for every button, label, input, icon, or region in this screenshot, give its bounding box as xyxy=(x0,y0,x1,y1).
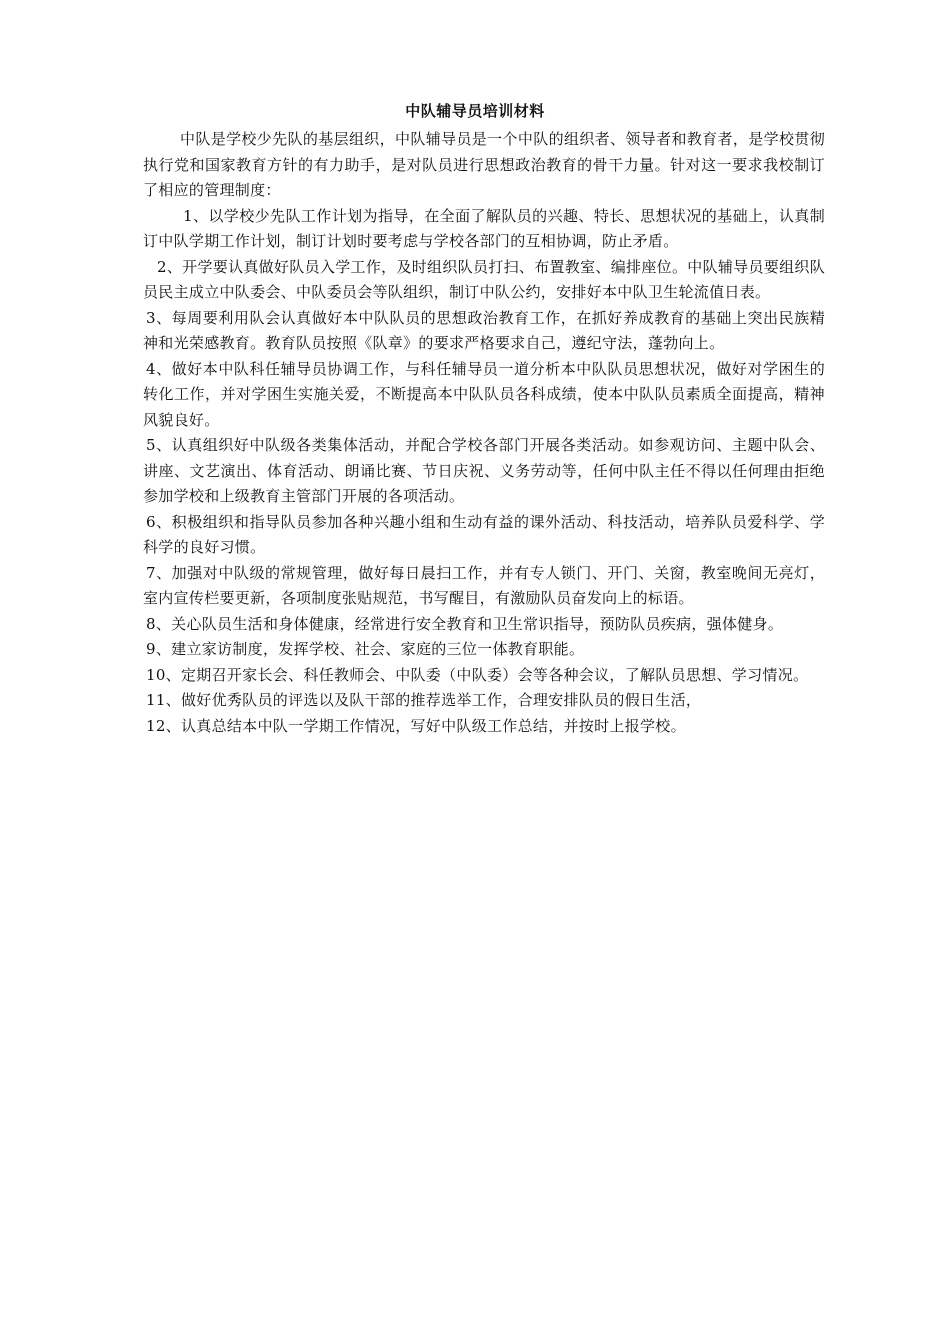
rule-item-12: 12、认真总结本中队一学期工作情况，写好中队级工作总结，并按时上报学校。 xyxy=(146,716,686,735)
rule-item-10: 10、定期召开家长会、科任教师会、中队委（中队委）会等各种会议，了解队员思想、学习情况。 xyxy=(146,665,809,684)
rule-item-1: 1、以学校少先队工作计划为指导，在全面了解队员的兴趣、特长、思想状况的基础上，认真制订中队学期工作计划，制订计划时要考虑与学校各部门的互相协调，防止矛盾。 xyxy=(143,206,825,250)
rule-item-7: 7、加强对中队级的常规管理，做好每日晨扫工作，并有专人锁门、开门、关窗，教室晚间无亮灯，室内宣传栏要更新，各项制度张贴规范，书写醒目，有激励队员奋发向上的标语。 xyxy=(143,563,825,607)
rule-item-6: 6、积极组织和指导队员参加各种兴趣小组和生动有益的课外活动、科技活动，培养队员爱科学、学科学的良好习惯。 xyxy=(143,512,825,556)
rule-item-2: 2、开学要认真做好队员入学工作，及时组织队员打扫、布置教室、编排座位。中队辅导员要组织队员民主成立中队委会、中队委员会等队组织，制订中队公约，安排好本中队卫生轮流值日表。 xyxy=(143,257,825,301)
rule-item-8: 8、关心队员生活和身体健康，经常进行安全教育和卫生常识指导，预防队员疾病，强体健身。 xyxy=(146,614,784,633)
rule-item-11: 11、做好优秀队员的评选以及队干部的推荐选举工作，合理安排队员的假日生活， xyxy=(146,691,702,709)
intro-paragraph: 中队是学校少先队的基层组织，中队辅导员是一个中队的组织者、领导者和教育者，是学校贯彻执行党和国家教育方针的有力助手，是对队员进行思想政治教育的骨干力量。针对这一要求我校制订了相应的管理制度： xyxy=(143,130,825,199)
rule-item-5: 5、认真组织好中队级各类集体活动，并配合学校各部门开展各类活动。如参观访问、主题中队会、讲座、文艺演出、体育活动、朗诵比赛、节日庆祝、义务劳动等，任何中队主任不得以任何理由拒绝参加学校和上级教育主管部门开展的各项活动。 xyxy=(143,436,825,505)
rule-item-9: 9、建立家访制度，发挥学校、社会、家庭的三位一体教育职能。 xyxy=(146,640,585,658)
document-body xyxy=(143,127,825,739)
document-title: 中队辅导员培训材料 xyxy=(405,102,545,120)
rule-item-3: 3、每周要利用队会认真做好本中队队员的思想政治教育工作，在抓好养成教育的基础上突出民族精神和光荣感教育。教育队员按照《队章》的要求严格要求自己，遵纪守法，蓬勃向上。 xyxy=(143,308,825,352)
rule-item-4: 4、做好本中队科任辅导员协调工作，与科任辅导员一道分析本中队队员思想状况，做好对学困生的转化工作，并对学困生实施关爱，不断提高本中队队员各科成绩，使本中队队员素质全面提高，精神风貌良好。 xyxy=(143,359,825,429)
